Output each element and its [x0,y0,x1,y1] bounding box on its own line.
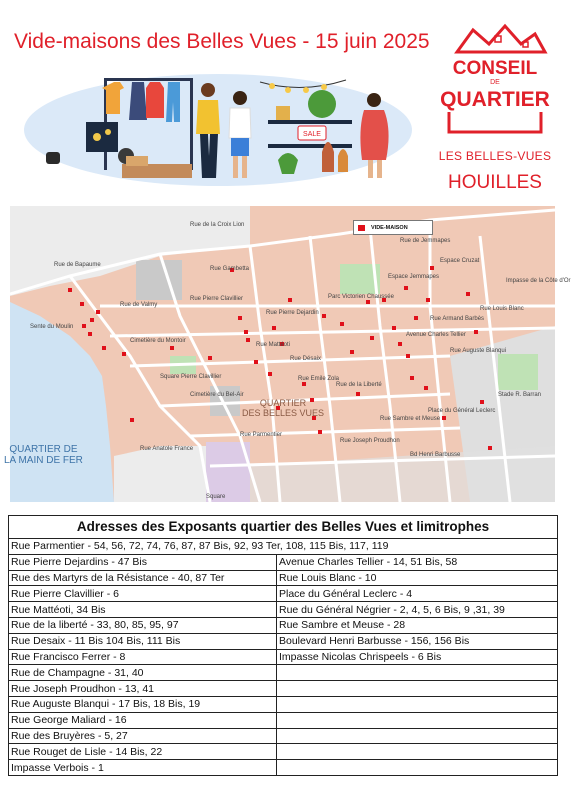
garage-sale-illustration [22,60,414,188]
street-label: Bd Henri Barbusse [410,452,461,458]
table-row [9,570,558,586]
table-cell: Place du Général Leclerc - 4 [277,586,558,602]
street-label: Rue de Valmy [120,302,158,308]
table-cell: Rue Pierre Dejardins - 47 Bis [9,554,277,570]
street-label: Rue Armand Barbès [430,316,485,322]
logo-city: HOUILLES [448,172,542,193]
table-cell: Impasse Nicolas Chrispeels - 6 Bis [277,649,558,665]
table-row [9,602,558,618]
logo-line1: CONSEIL [452,58,538,79]
table-cell [277,696,558,712]
table-cell: Rue des Martyrs de la Résistance - 40, 87 Ter [9,570,277,586]
table-row [9,665,558,681]
street-label: Rue Sambre et Meuse [380,416,441,422]
logo-mark [435,22,555,147]
river [10,302,114,502]
place-label: Espace Cruzat [440,258,480,264]
place-label: Cimetière du Montoir [130,338,186,344]
district-label-line1: QUARTIER [259,398,307,408]
cemetery-montoir [136,260,182,300]
table-cell: Rue Joseph Proudhon - 13, 41 [9,681,277,697]
street-label: Rue Mattéoti [256,342,291,348]
stadium [498,354,538,390]
table-heading: Adresses des Exposants quartier des Belles Vues et limitrophes [9,516,558,539]
table-cell: Rue Louis Blanc - 10 [277,570,558,586]
map-canvas [10,206,555,502]
table-row [9,633,558,649]
table-row [9,696,558,712]
logo-line-de: DE [490,79,500,86]
table-cell [277,665,558,681]
table-cell [277,744,558,760]
street-label: Rue Emile Zola [298,376,340,382]
conseil-de-quartier-logo [435,22,555,202]
table-row [9,744,558,760]
table-cell: Rue Mattéoti, 34 Bis [9,602,277,618]
street-label: Rue Joseph Proudhon [340,438,400,444]
table-cell: Boulevard Henri Barbusse - 156, 156 Bis [277,633,558,649]
sale-sign: SALE [303,131,321,138]
table-cell: Rue de la liberté - 33, 80, 85, 95, 97 [9,617,277,633]
street-label: Rue Louis Blanc [480,306,524,312]
street-label: Rue de Jemmapes [400,238,451,244]
street-label: Rue Auguste Blanqui [450,348,507,354]
table-row [9,617,558,633]
table-row [9,554,558,570]
place-label: Place du Général Leclerc [428,408,496,414]
table-cell [277,712,558,728]
street-label: Rue de Bapaume [54,262,101,268]
other-district-line2: LA MAIN DE FER [4,455,83,466]
exhibitor-address-table [8,515,558,776]
table-row: Rue Parmentier - 54, 56, 72, 74, 76, 87, 87 Bis, 92, 93 Ter, 108, 115 Bis, 117, 119 [9,539,558,555]
page-title: Vide-maisons des Belles Vues - 15 juin 2025 [14,30,430,53]
place-label: Cimetière du Bel-Air [190,392,244,398]
table-row [9,728,558,744]
marker-swatch [358,225,365,231]
district-label-line2: DES BELLES VUES [242,408,325,418]
table-row [9,712,558,728]
street-label: Rue de la Liberté [336,382,382,388]
table-row [9,586,558,602]
table-cell: Rue des Bruyères - 5, 27 [9,728,277,744]
table-cell: Rue Sambre et Meuse - 28 [277,617,558,633]
table-cell: Rue de Champagne - 31, 40 [9,665,277,681]
table-cell [277,760,558,776]
table-cell: Impasse Verbois - 1 [9,760,277,776]
table-cell: Rue Pierre Clavillier - 6 [9,586,277,602]
place-label: Espace Jemmapes [388,274,440,280]
street-label: Rue Pierre Dejardin [266,310,319,316]
logo-district: LES BELLES-VUES [438,149,552,163]
table-cell [277,728,558,744]
logo-line2: QUARTIER [440,88,550,111]
table-cell: Rue Francisco Ferrer - 8 [9,649,277,665]
place-label: Parc Victorien Chaussée [328,294,394,300]
table-cell: Rue George Maliard - 16 [9,712,277,728]
street-label: Rue Gambetta [210,266,250,272]
street-label: Rue de la Croix Lion [190,222,245,228]
map-legend [353,220,433,235]
table-cell: Rue Desaix - 11 Bis 104 Bis, 111 Bis [9,633,277,649]
table-row [9,649,558,665]
other-district-line1: QUARTIER DE [9,444,78,455]
street-label: Impasse de la Côte d'Or [506,278,571,284]
neighborhood-map[interactable] [4,206,571,502]
district-label [242,398,324,418]
legend-label: VIDE-MAISON [371,224,408,231]
other-district-label [4,444,83,466]
street-label: Rue Parmentier [240,432,283,438]
place-label: Square [206,494,226,500]
table-cell: Avenue Charles Tellier - 14, 51 Bis, 58 [277,554,558,570]
place-label: Square Pierre Clavillier [160,374,222,380]
street-label: Rue Désaix [290,356,322,362]
table-row [9,760,558,776]
street-label: Rue Pierre Clavillier [190,296,244,302]
table-cell: Rue Auguste Blanqui - 17 Bis, 18 Bis, 19 [9,696,277,712]
table-cell: Rue Rouget de Lisle - 14 Bis, 22 [9,744,277,760]
table-cell: Rue du Général Négrier - 2, 4, 5, 6 Bis, 9 ,31, 39 [277,602,558,618]
place-label: Stade R. Barran [498,392,542,398]
street-label: Sente du Moulin [30,324,74,330]
table-cell [277,681,558,697]
street-label: Rue Anatole France [140,446,194,452]
table-row [9,681,558,697]
street-label: Avenue Charles Tellier [406,332,466,338]
